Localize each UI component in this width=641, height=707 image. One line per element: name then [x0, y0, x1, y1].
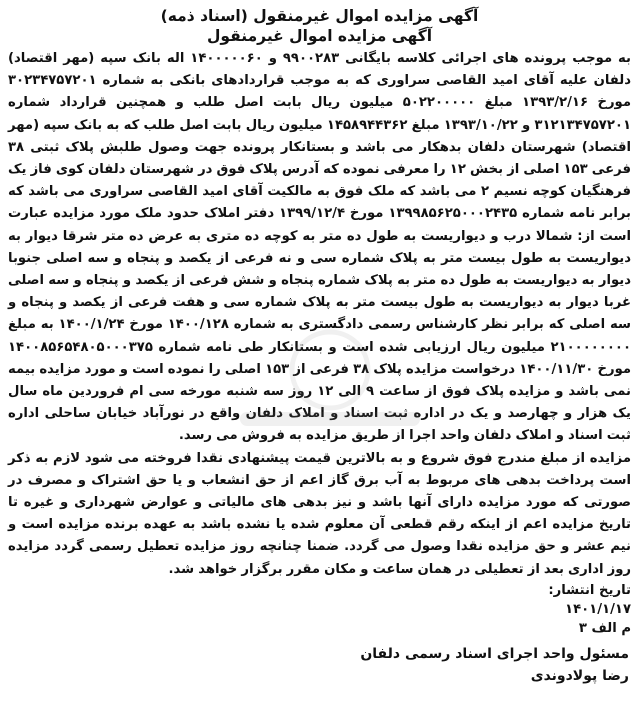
notice-paragraph-terms: مزایده از مبلغ مندرج فوق شروع و به بالاترین قیمت پیشنهادی نقدا فروخته می شود لازم به ذکر است پرداخت بدهی های مربوط به آب برق گاز اعم از حق انشعاب و یا حق اشتراک و مصرف در صورتی که مورد مزایده دارای آنها باشد و نیز بدهی های مالیاتی و عوارض شهرداری و غیره تا تاریخ مزایده اعم از اینکه رقم قطعی آن معلوم شده یا نشده باشد به عهده برنده مزایده است و نیم عشر و حق مزایده نقدا وصول می گردد. ضمنا چنانچه روز مزایده تعطیل رسمی گردد مزایده روز اداری بعد از تعطیلی در همان ساعت و مکان مقرر برگزار خواهد شد. [8, 450, 631, 577]
notice-subtitle: آگهی مزایده اموال غیرمنقول [206, 27, 433, 45]
publish-info [8, 581, 631, 638]
signature-block [360, 643, 629, 687]
publish-date-value: ۱۴۰۱/۱/۱۷ [565, 601, 631, 617]
notice-code: م الف ۳ [578, 620, 631, 636]
signature-title: مسئول واحد اجرای اسناد رسمی دلفان [360, 646, 629, 662]
publish-date-line [8, 581, 631, 600]
notice-body [8, 48, 631, 581]
signature-name: رضا پولادوندی [530, 668, 629, 684]
notice-paragraph-main: به موجب پرونده های اجرائی کلاسه بایگانی ۹۹۰۰۲۸۳ و ۱۴۰۰۰۰۰۶۰ اله بانک سپه (مهر اقتصاد) دلفان علیه آقای امید القاصی سراوری که به موجب قراردادهای بانکی به شماره ۳۰۲۳۴۷۵۷۲۰۱ مورخ ۱۳۹۳/۲/۱۶ مبلغ ۵۰۲۲۰۰۰۰۰ میلیون ریال بابت اصل طلب و همچنین قرارداد شماره ۳۱۲۱۳۴۷۵۷۲۰۱ و ۱۳۹۳/۱۰/۲۲ مبلغ ۱۴۵۸۹۴۴۳۶۲ میلیون ریال بابت اصل طلب که به بانک سپه (مهر اقتصاد) شهرستان دلفان بدهکار می باشد و بستانکار پرونده جهت وصول طلبش پلاک ثبتی ۳۸ فرعی ۱۵۳ اصلی از بخش ۱۲ را معرفی نموده که آدرس پلاک فوق در شهرستان دلفان کوی فاز یک فرهنگیان کوچه نسیم ۲ می باشد که ملک فوق به مالکیت آقای امید القاصی سراوری می باشد که برابر نامه شماره ۱۳۹۹۸۵۶۲۵۰۰۰۲۴۳۵ مورخ ۱۳۹۹/۱۲/۴ دفتر املاک حدود ملک مورد مزایده عبارت است از: شمالا درب و دیواریست به طول ده متر به کوچه ده متری به عرض ده متر شرقا دیوار به دیواریست به طول بیست متر به پلاک شماره سی و نه فرعی از یکصد و پنجاه و سه اصلی جنوبا دیوار به دیواریست به طول ده متر به پلاک شماره پنجاه و شش فرعی از یکصد و پنجاه و سه اصلی غربا دیوار به دیواریست به طول بیست متر به پلاک شماره سی و هفت فرعی از یکصد و پنجاه و سه اصلی که برابر نظر کارشناس رسمی دادگستری به شماره ۱۴۰۰/۱۲۸ مورخ ۱۴۰۰/۱/۲۴ به مبلغ ۲۱۰۰۰۰۰۰۰۰ میلیون ریال ارزیابی شده است و بستانکار طی نامه شماره ۱۴۰۰۸۵۶۵۴۸۰۵۰۰۰۳۷۵ مورخ ۱۴۰۰/۱۱/۳۰ درخواست مزایده پلاک ۳۸ فرعی از ۱۵۳ اصلی را نموده است و مورد مزایده بیمه نمی باشد و مزایده پلاک فوق از ساعت ۹ الی ۱۲ روز سه شنبه مورخه سی ام فروردین ماه سال یک هزار و چهارصد و یک در اداره ثبت اسناد و املاک دلفان واقع در نورآباد خیابان ساحلی اداره ثبت اسناد و املاک دلفان واحد اجرا از طریق مزایده به فروش می رسد. [8, 51, 632, 444]
publish-date-label: تاریخ انتشار: [548, 582, 631, 598]
notice-title: آگهی مزایده اموال غیرمنقول (اسناد ذمه) [160, 7, 479, 25]
